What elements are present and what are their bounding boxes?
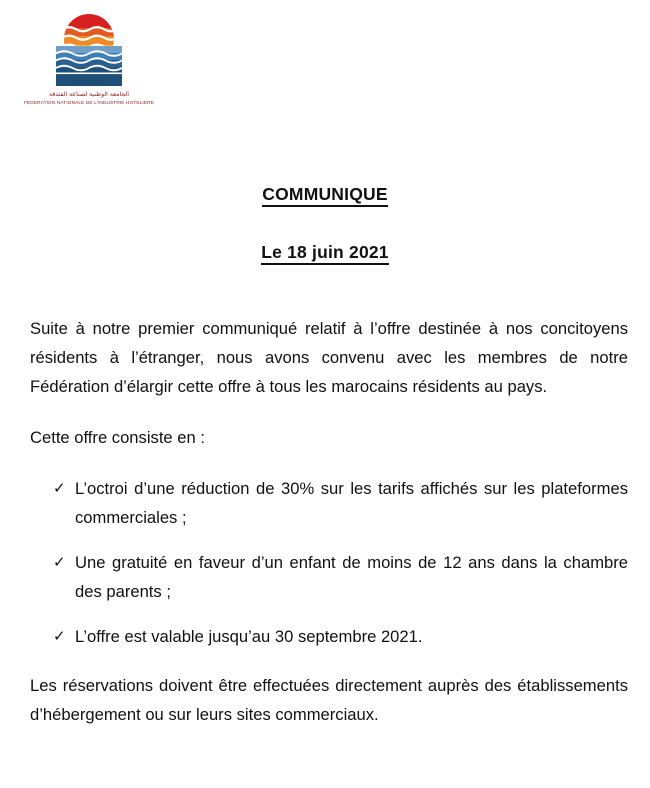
- list-item: [30, 622, 628, 651]
- list-item-text: L’offre est valable jusqu’au 30 septembre 2021.: [75, 627, 423, 646]
- offer-lead-in: Cette offre consiste en :: [30, 428, 205, 447]
- org-name-arabic: الجامعة الوطنية لصناعة الفندقة: [49, 91, 129, 98]
- list-item-text: L’octroi d’une réduction de 30% sur les tarifs affichés sur les plateformes commerciales ;: [75, 479, 628, 527]
- page-title-text: COMMUNIQUE: [262, 184, 387, 207]
- page-title: [0, 184, 650, 205]
- check-icon: ✓: [53, 627, 66, 645]
- offer-list: [30, 474, 628, 651]
- intro-paragraph: Suite à notre premier communiqué relatif à l’offre destinée à nos concitoyens résidents à l’étranger, nous avons convenu avec les membres de notre Fédération d’élargir cette offre à tous les marocains résidents au pays.: [30, 319, 628, 396]
- fnih-wordmark: FNIH: [71, 71, 107, 86]
- check-icon: ✓: [53, 553, 66, 571]
- document-date-text: Le 18 juin 2021: [261, 242, 389, 265]
- letterhead: [14, 6, 164, 122]
- document-body: [30, 314, 628, 729]
- org-name-french: FEDERATION NATIONALE DE L'INDUSTRIE HOTELIERE: [24, 100, 154, 105]
- list-item: [30, 548, 628, 606]
- fnih-logo: [14, 6, 164, 90]
- list-item: [30, 474, 628, 532]
- check-icon: ✓: [53, 479, 66, 497]
- list-item-text: Une gratuité en faveur d’un enfant de moins de 12 ans dans la chambre des parents ;: [75, 553, 628, 601]
- document-date: [0, 242, 650, 263]
- fnih-logo-icon: [14, 6, 164, 90]
- closing-paragraph: Les réservations doivent être effectuées directement auprès des établissements d’hébergement ou sur leurs sites commerciaux.: [30, 676, 628, 724]
